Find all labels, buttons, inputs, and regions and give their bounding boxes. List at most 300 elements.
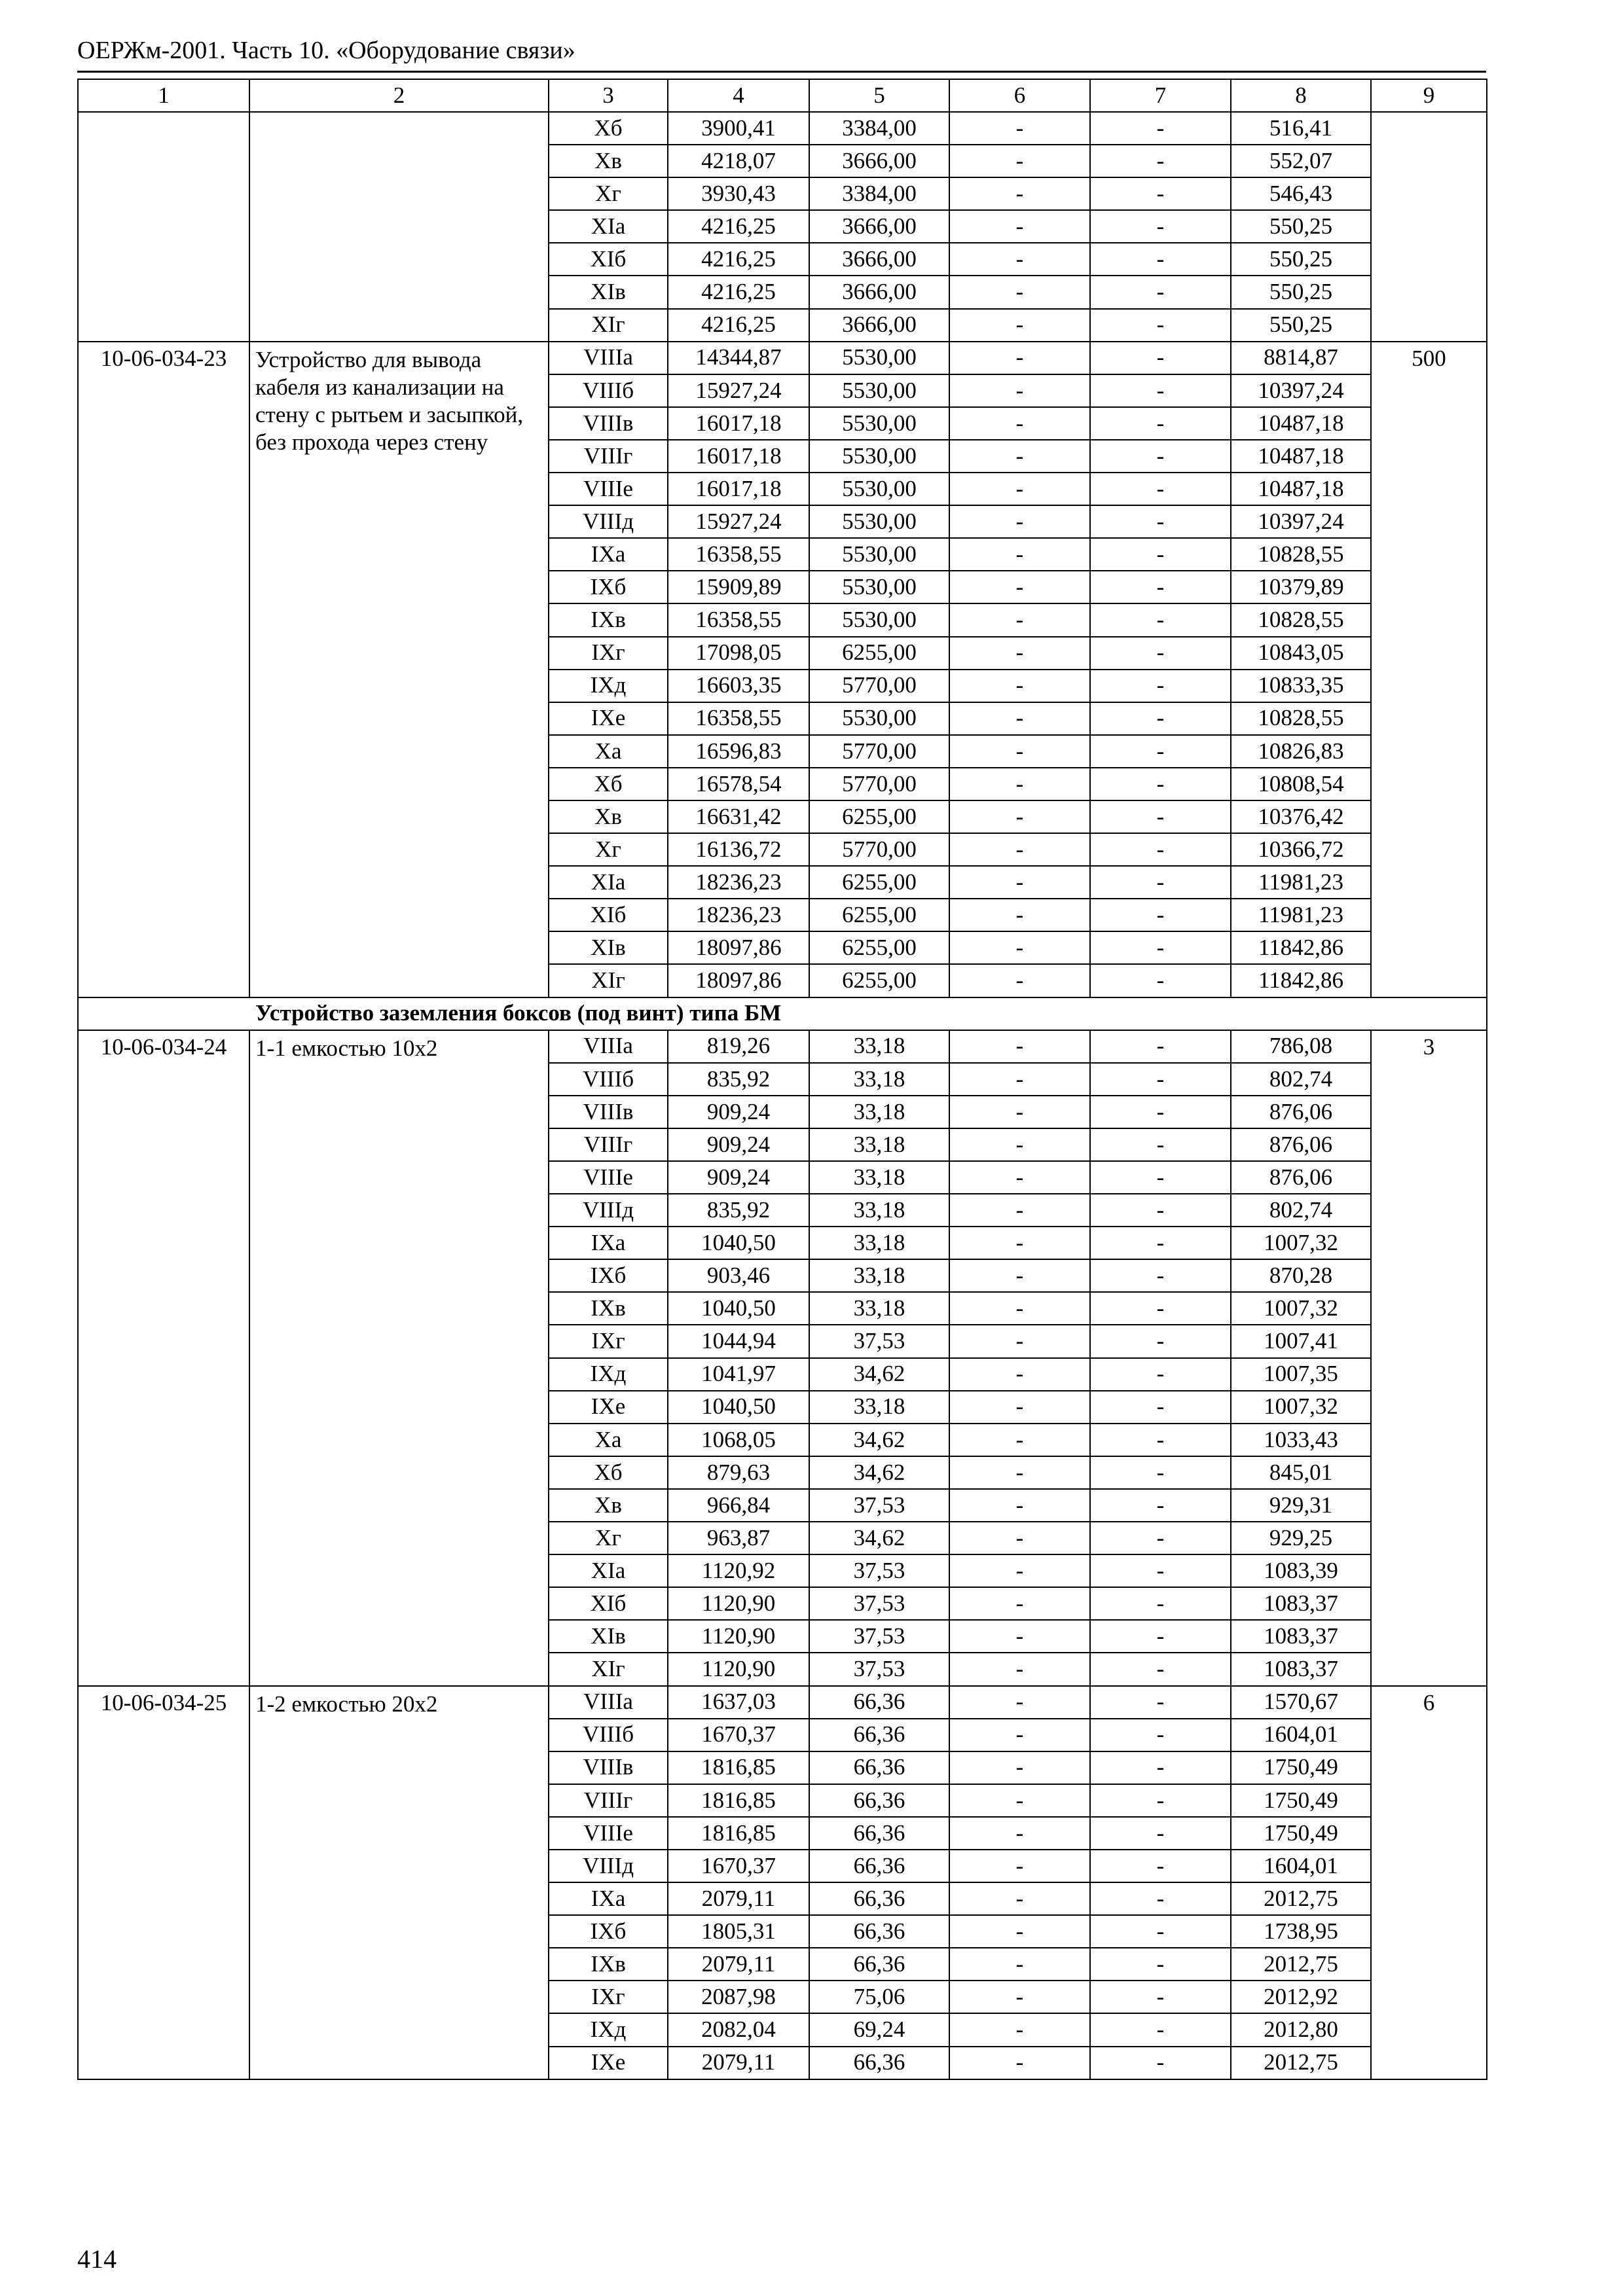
rate-code [78,112,249,342]
wages-cell: 66,36 [809,1784,949,1817]
driver-wages-cell: - [1090,505,1231,538]
category-cell: IХе [549,2047,668,2079]
total-cost-cell: 16631,42 [668,800,809,833]
category-cell: VIIIа [549,342,668,374]
machines-cell: - [949,1391,1090,1424]
materials-cell: 1604,01 [1231,1850,1371,1882]
materials-cell: 10828,55 [1231,603,1371,636]
rate-code: 10-06-034-23 [78,342,249,997]
total-cost-cell: 4216,25 [668,243,809,276]
driver-wages-cell: - [1090,1620,1231,1653]
wages-cell: 66,36 [809,1719,949,1751]
machines-cell: - [949,1915,1090,1948]
driver-wages-cell: - [1090,1161,1231,1194]
price-table [77,79,1487,2080]
materials-cell: 2012,80 [1231,2013,1371,2046]
wages-cell: 34,62 [809,1424,949,1456]
driver-wages-cell: - [1090,735,1231,768]
wages-cell: 5530,00 [809,603,949,636]
machines-cell: - [949,1292,1090,1325]
machines-cell: - [949,112,1090,145]
total-cost-cell: 963,87 [668,1522,809,1554]
header-rule [77,71,1486,73]
driver-wages-cell: - [1090,964,1231,997]
machines-cell: - [949,800,1090,833]
total-cost-cell: 16578,54 [668,768,809,800]
total-cost-cell: 2079,11 [668,1882,809,1915]
materials-cell: 1604,01 [1231,1719,1371,1751]
category-cell: VIIIв [549,1751,668,1784]
machines-cell: - [949,1784,1090,1817]
category-cell: IХб [549,1259,668,1292]
total-cost-cell: 3900,41 [668,112,809,145]
table-row [78,1030,1487,1063]
machines-cell: - [949,1653,1090,1685]
materials-cell: 546,43 [1231,177,1371,210]
column-number: 8 [1231,79,1371,112]
total-cost-cell: 4216,25 [668,309,809,342]
machines-cell: - [949,637,1090,670]
wages-cell: 66,36 [809,1882,949,1915]
driver-wages-cell: - [1090,1522,1231,1554]
total-cost-cell: 4216,25 [668,276,809,308]
category-cell: ХIг [549,1653,668,1685]
wages-cell: 5530,00 [809,342,949,374]
total-cost-cell: 1637,03 [668,1686,809,1719]
driver-wages-cell: - [1090,603,1231,636]
machines-cell: - [949,407,1090,440]
materials-cell: 550,25 [1231,243,1371,276]
machines-cell: - [949,2047,1090,2079]
driver-wages-cell: - [1090,538,1231,571]
machines-cell: - [949,1522,1090,1554]
total-cost-cell: 4216,25 [668,210,809,243]
machines-cell: - [949,1751,1090,1784]
driver-wages-cell: - [1090,866,1231,899]
wages-cell: 75,06 [809,1981,949,2013]
driver-wages-cell: - [1090,1424,1231,1456]
driver-wages-cell: - [1090,1358,1231,1391]
category-cell: IХе [549,702,668,735]
wages-cell: 37,53 [809,1554,949,1587]
machines-cell: - [949,899,1090,931]
driver-wages-cell: - [1090,1227,1231,1259]
wages-cell: 66,36 [809,1817,949,1850]
column-number: 2 [249,79,549,112]
machines-cell: - [949,964,1090,997]
category-cell: IХд [549,670,668,702]
driver-wages-cell: - [1090,1456,1231,1489]
total-cost-cell: 4218,07 [668,145,809,177]
wages-cell: 33,18 [809,1391,949,1424]
work-name [249,112,549,342]
total-cost-cell: 1816,85 [668,1751,809,1784]
page-header: ОЕРЖм-2001. Часть 10. «Оборудование связи» [77,37,575,64]
wages-cell: 66,36 [809,1686,949,1719]
category-cell: ХIа [549,866,668,899]
total-cost-cell: 16603,35 [668,670,809,702]
work-name: Устройство для вывода кабеля из канализации на стену с рытьем и засыпкой, без прохода через стену [249,342,549,997]
total-cost-cell: 2087,98 [668,1981,809,2013]
category-cell: VIIIв [549,407,668,440]
category-cell: VIIIб [549,1719,668,1751]
materials-cell: 2012,92 [1231,1981,1371,2013]
wages-cell: 5770,00 [809,670,949,702]
wages-cell: 5530,00 [809,571,949,603]
total-cost-cell: 1044,94 [668,1325,809,1357]
wages-cell: 37,53 [809,1587,949,1620]
machines-cell: - [949,1161,1090,1194]
category-cell: Хб [549,1456,668,1489]
materials-cell: 10487,18 [1231,407,1371,440]
wages-cell: 6255,00 [809,931,949,964]
materials-cell: 11842,86 [1231,931,1371,964]
wages-cell: 6255,00 [809,800,949,833]
wages-cell: 33,18 [809,1161,949,1194]
machines-cell: - [949,210,1090,243]
machines-cell: - [949,505,1090,538]
materials-cell: 2012,75 [1231,1882,1371,1915]
wages-cell: 66,36 [809,1948,949,1981]
category-cell: VIIIд [549,505,668,538]
column-number: 5 [809,79,949,112]
column-number-row [78,79,1487,112]
category-cell: IХа [549,1882,668,1915]
materials-cell: 870,28 [1231,1259,1371,1292]
category-cell: VIIIв [549,1096,668,1128]
category-cell: ХIа [549,1554,668,1587]
category-cell: IХв [549,1292,668,1325]
machines-cell: - [949,702,1090,735]
total-cost-cell: 2082,04 [668,2013,809,2046]
driver-wages-cell: - [1090,1784,1231,1817]
materials-cell: 802,74 [1231,1063,1371,1096]
driver-wages-cell: - [1090,145,1231,177]
category-cell: ХIб [549,899,668,931]
category-cell: Хв [549,800,668,833]
driver-wages-cell: - [1090,1587,1231,1620]
wages-cell: 5530,00 [809,473,949,505]
wages-cell: 33,18 [809,1292,949,1325]
wages-cell: 37,53 [809,1489,949,1522]
materials-cell: 1083,37 [1231,1587,1371,1620]
total-cost-cell: 819,26 [668,1030,809,1063]
machines-cell: - [949,1424,1090,1456]
driver-wages-cell: - [1090,440,1231,473]
materials-cell: 1750,49 [1231,1784,1371,1817]
materials-cell: 929,31 [1231,1489,1371,1522]
driver-wages-cell: - [1090,1686,1231,1719]
total-cost-cell: 16017,18 [668,407,809,440]
materials-cell: 1083,37 [1231,1620,1371,1653]
material-volume: 3 [1371,1030,1487,1686]
materials-cell: 2012,75 [1231,2047,1371,2079]
materials-cell: 11981,23 [1231,866,1371,899]
machines-cell: - [949,440,1090,473]
machines-cell: - [949,177,1090,210]
materials-cell: 1007,32 [1231,1292,1371,1325]
materials-cell: 552,07 [1231,145,1371,177]
materials-cell: 1083,39 [1231,1554,1371,1587]
total-cost-cell: 18097,86 [668,931,809,964]
wages-cell: 5770,00 [809,768,949,800]
total-cost-cell: 16358,55 [668,603,809,636]
category-cell: VIIIб [549,1063,668,1096]
total-cost-cell: 909,24 [668,1161,809,1194]
driver-wages-cell: - [1090,702,1231,735]
driver-wages-cell: - [1090,1063,1231,1096]
wages-cell: 66,36 [809,1915,949,1948]
table-body [78,79,1487,2079]
total-cost-cell: 15909,89 [668,571,809,603]
driver-wages-cell: - [1090,800,1231,833]
driver-wages-cell: - [1090,407,1231,440]
total-cost-cell: 879,63 [668,1456,809,1489]
driver-wages-cell: - [1090,1948,1231,1981]
machines-cell: - [949,309,1090,342]
column-number: 9 [1371,79,1487,112]
total-cost-cell: 909,24 [668,1128,809,1161]
machines-cell: - [949,1128,1090,1161]
total-cost-cell: 835,92 [668,1063,809,1096]
category-cell: Ха [549,1424,668,1456]
category-cell: IХе [549,1391,668,1424]
materials-cell: 10808,54 [1231,768,1371,800]
materials-cell: 2012,75 [1231,1948,1371,1981]
driver-wages-cell: - [1090,1030,1231,1063]
category-cell: ХIг [549,309,668,342]
materials-cell: 1738,95 [1231,1915,1371,1948]
category-cell: VIIIб [549,374,668,407]
materials-cell: 10376,42 [1231,800,1371,833]
materials-cell: 550,25 [1231,309,1371,342]
column-number: 6 [949,79,1090,112]
total-cost-cell: 15927,24 [668,374,809,407]
total-cost-cell: 1120,92 [668,1554,809,1587]
machines-cell: - [949,1030,1090,1063]
machines-cell: - [949,931,1090,964]
category-cell: ХIб [549,243,668,276]
wages-cell: 3666,00 [809,243,949,276]
wages-cell: 3384,00 [809,112,949,145]
section-row [78,997,1487,1030]
total-cost-cell: 903,46 [668,1259,809,1292]
material-volume: 6 [1371,1686,1487,2079]
driver-wages-cell: - [1090,112,1231,145]
materials-cell: 786,08 [1231,1030,1371,1063]
driver-wages-cell: - [1090,1719,1231,1751]
driver-wages-cell: - [1090,243,1231,276]
materials-cell: 516,41 [1231,112,1371,145]
driver-wages-cell: - [1090,1325,1231,1357]
driver-wages-cell: - [1090,2047,1231,2079]
materials-cell: 10487,18 [1231,473,1371,505]
machines-cell: - [949,1358,1090,1391]
category-cell: VIIIа [549,1030,668,1063]
wages-cell: 69,24 [809,2013,949,2046]
category-cell: VIIIд [549,1194,668,1227]
table-row [78,342,1487,374]
materials-cell: 1007,32 [1231,1391,1371,1424]
materials-cell: 10397,24 [1231,505,1371,538]
driver-wages-cell: - [1090,670,1231,702]
category-cell: ХIг [549,964,668,997]
wages-cell: 34,62 [809,1358,949,1391]
category-cell: IХд [549,1358,668,1391]
total-cost-cell: 16017,18 [668,440,809,473]
total-cost-cell: 3930,43 [668,177,809,210]
wages-cell: 33,18 [809,1030,949,1063]
machines-cell: - [949,603,1090,636]
category-cell: IХа [549,538,668,571]
rate-code: 10-06-034-25 [78,1686,249,2079]
driver-wages-cell: - [1090,1391,1231,1424]
materials-cell: 10487,18 [1231,440,1371,473]
category-cell: ХIв [549,1620,668,1653]
wages-cell: 3666,00 [809,276,949,308]
wages-cell: 33,18 [809,1096,949,1128]
driver-wages-cell: - [1090,210,1231,243]
driver-wages-cell: - [1090,1882,1231,1915]
materials-cell: 1570,67 [1231,1686,1371,1719]
driver-wages-cell: - [1090,1817,1231,1850]
wages-cell: 37,53 [809,1325,949,1357]
wages-cell: 66,36 [809,1850,949,1882]
driver-wages-cell: - [1090,637,1231,670]
category-cell: IХб [549,571,668,603]
wages-cell: 33,18 [809,1128,949,1161]
machines-cell: - [949,866,1090,899]
total-cost-cell: 1805,31 [668,1915,809,1948]
wages-cell: 3666,00 [809,210,949,243]
total-cost-cell: 1040,50 [668,1227,809,1259]
machines-cell: - [949,735,1090,768]
total-cost-cell: 1120,90 [668,1653,809,1685]
materials-cell: 1750,49 [1231,1751,1371,1784]
driver-wages-cell: - [1090,1653,1231,1685]
materials-cell: 11842,86 [1231,964,1371,997]
machines-cell: - [949,1096,1090,1128]
machines-cell: - [949,1194,1090,1227]
materials-cell: 10843,05 [1231,637,1371,670]
table-row [78,1686,1487,1719]
wages-cell: 33,18 [809,1194,949,1227]
category-cell: ХIв [549,276,668,308]
machines-cell: - [949,1063,1090,1096]
machines-cell: - [949,1719,1090,1751]
machines-cell: - [949,1325,1090,1357]
machines-cell: - [949,1620,1090,1653]
category-cell: Хб [549,768,668,800]
category-cell: IХа [549,1227,668,1259]
wages-cell: 34,62 [809,1456,949,1489]
category-cell: Хг [549,833,668,866]
materials-cell: 1750,49 [1231,1817,1371,1850]
machines-cell: - [949,1948,1090,1981]
category-cell: VIIIе [549,1817,668,1850]
total-cost-cell: 1120,90 [668,1620,809,1653]
materials-cell: 1007,32 [1231,1227,1371,1259]
wages-cell: 3384,00 [809,177,949,210]
column-number: 1 [78,79,249,112]
driver-wages-cell: - [1090,1850,1231,1882]
category-cell: ХIб [549,1587,668,1620]
materials-cell: 10826,83 [1231,735,1371,768]
category-cell: IХг [549,1981,668,2013]
machines-cell: - [949,1456,1090,1489]
total-cost-cell: 2079,11 [668,2047,809,2079]
materials-cell: 10397,24 [1231,374,1371,407]
driver-wages-cell: - [1090,899,1231,931]
machines-cell: - [949,1817,1090,1850]
wages-cell: 37,53 [809,1620,949,1653]
materials-cell: 802,74 [1231,1194,1371,1227]
wages-cell: 3666,00 [809,309,949,342]
wages-cell: 5530,00 [809,538,949,571]
driver-wages-cell: - [1090,276,1231,308]
total-cost-cell: 18236,23 [668,866,809,899]
wages-cell: 66,36 [809,1751,949,1784]
driver-wages-cell: - [1090,177,1231,210]
category-cell: Хб [549,112,668,145]
total-cost-cell: 18097,86 [668,964,809,997]
driver-wages-cell: - [1090,2013,1231,2046]
category-cell: VIIIе [549,473,668,505]
machines-cell: - [949,145,1090,177]
total-cost-cell: 18236,23 [668,899,809,931]
driver-wages-cell: - [1090,1096,1231,1128]
driver-wages-cell: - [1090,1915,1231,1948]
wages-cell: 5770,00 [809,735,949,768]
page-number: 414 [77,2244,117,2274]
category-cell: VIIIг [549,1128,668,1161]
material-volume [1371,112,1487,342]
materials-cell: 550,25 [1231,276,1371,308]
driver-wages-cell: - [1090,768,1231,800]
category-cell: IХв [549,603,668,636]
wages-cell: 33,18 [809,1227,949,1259]
materials-cell: 550,25 [1231,210,1371,243]
wages-cell: 6255,00 [809,899,949,931]
category-cell: IХв [549,1948,668,1981]
category-cell: ХIа [549,210,668,243]
category-cell: VIIIд [549,1850,668,1882]
machines-cell: - [949,768,1090,800]
driver-wages-cell: - [1090,1489,1231,1522]
driver-wages-cell: - [1090,931,1231,964]
machines-cell: - [949,1259,1090,1292]
total-cost-cell: 1816,85 [668,1784,809,1817]
driver-wages-cell: - [1090,1128,1231,1161]
driver-wages-cell: - [1090,473,1231,505]
total-cost-cell: 15927,24 [668,505,809,538]
machines-cell: - [949,1587,1090,1620]
machines-cell: - [949,243,1090,276]
total-cost-cell: 1040,50 [668,1391,809,1424]
machines-cell: - [949,1981,1090,2013]
materials-cell: 1007,35 [1231,1358,1371,1391]
category-cell: IХб [549,1915,668,1948]
machines-cell: - [949,1227,1090,1259]
driver-wages-cell: - [1090,342,1231,374]
category-cell: Хв [549,1489,668,1522]
total-cost-cell: 1120,90 [668,1587,809,1620]
machines-cell: - [949,1882,1090,1915]
machines-cell: - [949,473,1090,505]
driver-wages-cell: - [1090,571,1231,603]
driver-wages-cell: - [1090,1259,1231,1292]
category-cell: IХг [549,1325,668,1357]
